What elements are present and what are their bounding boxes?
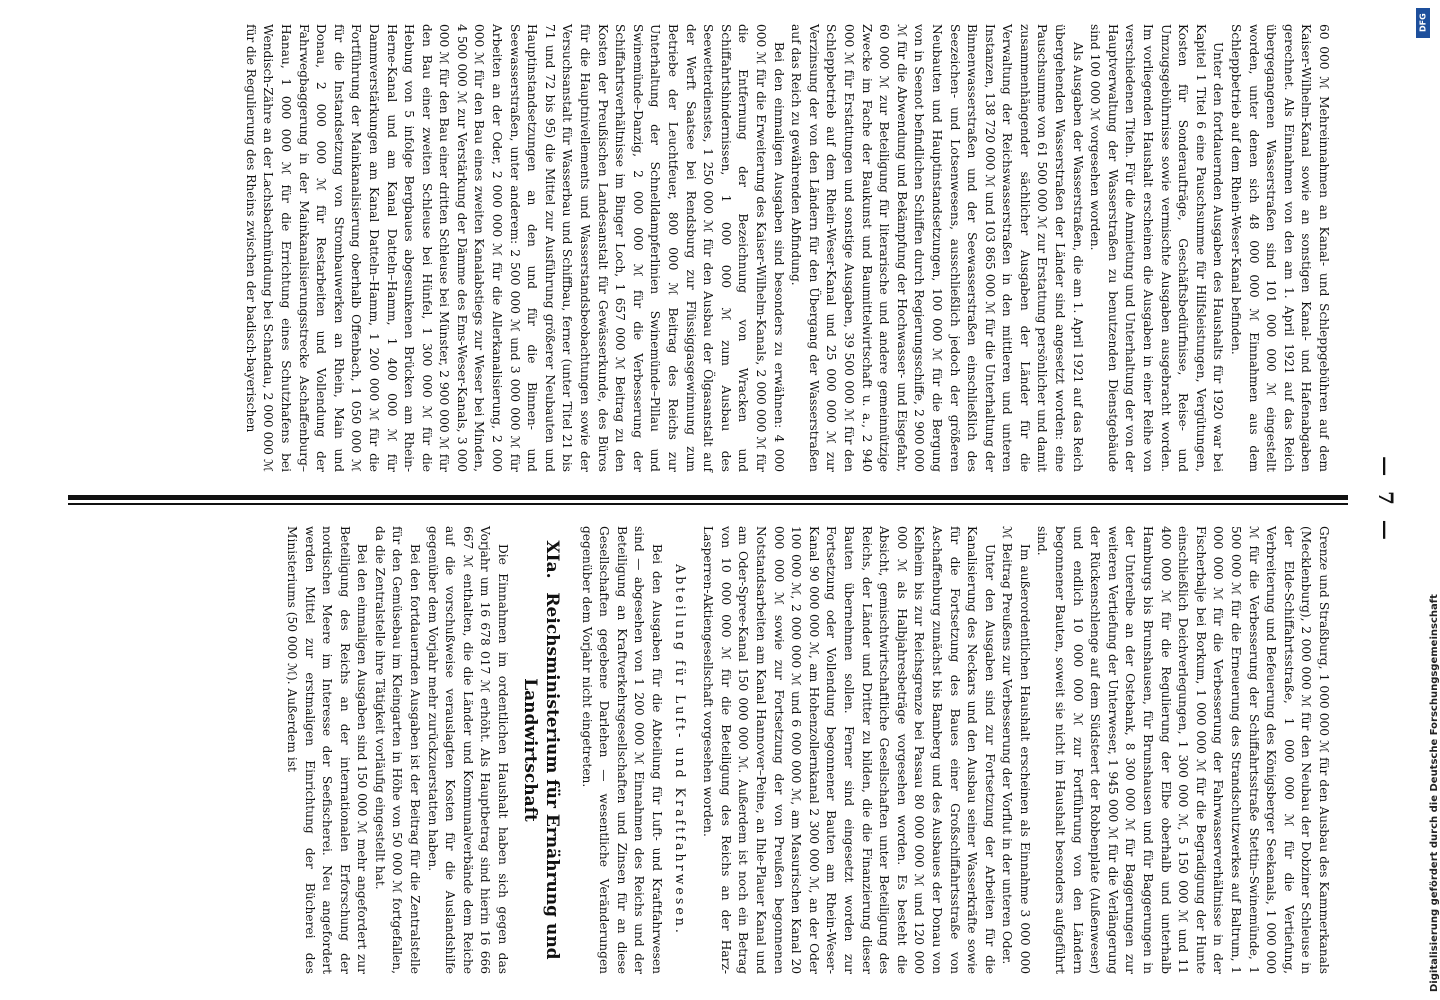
- page-number: — 7 —: [1374, 456, 1398, 544]
- right-paragraph-4: Bei den Ausgaben für die Abteilung für Luft- und Kraftfahrwesen sind — abgesehen von 1 200 000 ℳ Einnahmen des Reichs und der Beteiligung an Kraftverkehrsgesellschaften und Zinsen für an diese Gesellschaften gegebene Darlehen — wesentliche Veränderungen gegenüber dem Vorjahr nicht eingetreten.: [579, 526, 665, 974]
- subsection-heading: Abteilung für Luft- und Kraftfahrwesen.: [672, 564, 688, 936]
- dfg-logo: DFG: [1416, 8, 1430, 38]
- credit-text: Digitalisierung gefördert durch die Deutsche Forschungsgemeinschaft: [1429, 594, 1440, 992]
- section-heading: [519, 526, 563, 974]
- right-paragraph-5: Die Einnahmen im ordentlichen Haushalt haben sich gegen das Vorjahr um 16 678 017 ℳ erhöht. Als Hauptbetrag sind hierin 16 666 667 ℳ enthalten, die die Länder und Kommunalverbände dem Reiche auf die vorschußweise verauslagten Kosten für die Auslandshilfe gegenüber dem Vorjahr mehr zurückzuerstatten haben.: [425, 526, 511, 974]
- section-number: XIa.: [542, 540, 563, 579]
- right-text-column: [92, 526, 1332, 974]
- right-paragraph-3: Unter den Ausgaben sind zur Fortsetzung der Arbeiten für die Kanalisierung des Neckars und den Ausbau seiner Wasserkräfte sowie für die Fortsetzung des Baues einer Großschiffahrtsstraße von Aschaffenburg zunächst bis Bamberg und des Ausbaues der Donau von Kelheim bis zur Reichsgrenze bei Passau 80 000 000 ℳ und 120 000 000 ℳ als Halbjahresbeträge vorgesehen worden. Es besteht die Absicht, gemischtwirtschaftliche Gesellschaften unter Beteiligung des Reichs, der Länder und Dritter zu bilden, die die Finanzierung dieser Bauten übernehmen sollen. Ferner sind eingesetzt worden zur Fortsetzung oder Vollendung begonnener Bauten am Rhein-Weser-Kanal 90 000 000 ℳ, am Hohenzollernkanal 2 300 000 ℳ, an der Oder 100 000 ℳ, 2 000 000 ℳ und 6 000 000 ℳ, am Masurischen Kanal 20 000 000 ℳ sowie zur Fortsetzung der von Preußen begonnenen Notstandsarbeiten am Kanal Hannover–Peine, an Ihle-Plauer Kanal und am Oder-Spree-Kanal 150 000 000 ℳ. Außerdem ist noch ein Betrag von 10 000 000 ℳ für die Beteiligung des Reichs an der Harz-Lasperren-Aktiengesellschaft vorgesehen worden.: [701, 526, 997, 974]
- right-paragraph-7: Bei den einmaligen Ausgaben sind 150 000 ℳ mehr angefordert zur Beteiligung des Reichs an der internationalen Erforschung der nordischen Meere im Interesse der Seefischerei. Neu angefordert werden Mittel zur erstmaligen Einrichtung der Bücherei des Ministeriums (50 000 ℳ). Außerdem ist: [284, 526, 370, 974]
- column-divider: [68, 495, 1348, 500]
- right-paragraph-6: Bei den fortdauernden Ausgaben ist der Beitrag für die Zentralstelle für den Gemüsebau im Kleingarten in Höhe von 50 000 ℳ fortgefallen, da die Zentralstelle ihre Tätigkeit vorläufig eingestellt hat.: [372, 526, 423, 974]
- left-paragraph-4: Bei den einmaligen Ausgaben sind besonders zu erwähnen: 4 000 000 ℳ für die Erweiterung des Kaiser-Wilhelm-Kanals, 2 000 000 ℳ für die Entfernung der Bezeichnung von Wracken und Schiffahrtshindernissen, 1 000 000 ℳ zum Ausbau des Seewetterdienstes, 1 250 000 ℳ für den Ausbau der Ölgasanstalt auf der Werft Saatsee bei Rendsburg zur Flüssiggasgewinnung zum Betriebe der Leuchtfeuer, 800 000 ℳ Beitrag des Reichs zur Unterhaltung der Schnelldampferlinien Swinemünde–Pillau und Swinemünde–Danzig, 2 000 000 ℳ für die Verbesserung der Schiffahrtsverhältnisse im Binger Loch, 1 657 000 ℳ Beitrag zu den Kosten der Preußischen Landesanstalt für Gewässerkunde, des Büros für die Hauptnivellements und Wasserstandsbeobachtungen sowie der Versuchsanstalt für Wasserbau und Schiffbau, ferner (unter Titel 21 bis 71 und 72 bis 95) die Mittel zur Ausführung größerer Neubauten und Hauptinstandsetzungen an den und für die Binnen- und Seewasserstraßen, unter anderem: 2 500 000 ℳ und 3 000 000 ℳ für Arbeiten an der Oder, 2 000 000 ℳ für die Allerkanalisierung, 2 000 000 ℳ für den Bau eines zweiten Kanalabstiegs zur Weser bei Minden, 4 500 000 ℳ zur Verstärkung der Dämme des Ems-Weser-Kanals, 3 000 000 ℳ für den Bau einer dritten Schleuse bei Münster, 2 900 000 ℳ für den Bau einer zweiten Schleuse bei Hünfel, 1 300 000 ℳ für die Hebung von 5 infolge Bergbaues abgesunkenen Brücken am Rhein-Herne-Kanal und am Kanal Datteln–Hamm, 1 400 000 ℳ für Dammverstärkungen am Kanal Datteln–Hamm, 1 200 000 ℳ für die Fortführung der Mainkanalisierung oberhalb Offenbach, 1 050 000 ℳ für die Instandsetzung von Strombauwerken an Rhein, Main und Donau, 2 000 000 ℳ für Restarbeiten und Vollendung der Fahrwegbaggerung in der Mainkanalisierungsstrecke Aschaffenburg–Hanau, 1 000 000 ℳ für die Errichtung eines Schutzhafens bei Wendisch-Zähre an der Lachsbachmündung bei Schandau, 2 000 000 ℳ für die Regulierung des Rheins zwischen der badisch-bayerischen: [243, 24, 786, 472]
- left-paragraph-1: 60 000 ℳ Mehreinnahmen an Kanal- und Schleppgebühren auf dem Kaiser-Wilhelm-Kanal sowie an sonstigen Kanal- und Hafenabgaben gerechnet. Als Einnahmen von den am 1. April 1921 auf das Reich übergegangenen Wasserstraßen sind 101 000 000 ℳ eingestellt worden, unter denen sich 48 000 000 ℳ Einnahmen aus dem Schleppbetrieb auf dem Rhein-Weser-Kanal befinden.: [1229, 24, 1331, 472]
- right-paragraph-1: Grenze und Straßburg, 1 000 000 ℳ für den Ausbau des Kammerkanals (Mecklenburg), 2 000 000 ℳ für den Neubau der Dobziner Schleuse in der Elde-Schiffahrtsstraße, 1 000 000 ℳ für die Vertiefung, Verbreiterung und Befeuerung des Königsberger Seekanals, 1 000 000 ℳ für die Verbesserung der Schiffahrtsstraße Stettin–Swinemünde, 1 500 000 ℳ für die Erneuerung des Strandschutzwerkes auf Baltrum, 1 000 000 ℳ für die Verbesserung der Fahrwasserverhältnisse in der Fischerbalje bei Borkum, 1 000 000 ℳ für die Begradigung der Hunte einschließlich Deichverlegungen, 1 300 000 ℳ, 5 150 000 ℳ und 11 400 000 ℳ für die Regulierung der Elbe oberhalb und unterhalb Hamburgs bis Brunshausen, für Brunshausen und für Baggerungen in der Unterelbe an der Ostebank, 8 300 000 ℳ für Baggerungen zur weiteren Vertiefung der Unterweser, 1 945 000 ℳ für die Verlängerung der Rückenschlenge auf dem Südsteert der Robbenplate (Außenweser) und endlich 10 000 000 ℳ zur Fortführung von den Ländern begonnener Bauten, soweit sie nicht im Haushalt besonders aufgeführt sind.: [1035, 526, 1331, 974]
- right-paragraph-2: Im außerordentlichen Haushalt erscheinen als Einnahme 3 000 000 ℳ Beitrag Preußens zur Verbesserung der Vorflut in der unteren Oder.: [1000, 526, 1032, 974]
- left-paragraph-2: Unter den fortdauernden Ausgaben des Haushalts für 1920 war bei Kapitel 1 Titel 6 eine Pauschsumme für Hilfsleistungen, Vergütungen, Kosten für Sonderaufträge, Geschäftsbedürfnisse, Reise- und Umzugsgebührnisse sowie vermischte Ausgaben ausgebracht worden. Im vorliegenden Haushalt erscheinen die Ausgaben in einer Reihe von verschiedenen Titeln. Für die Anmietung und Unterhaltung der von der Hauptverwaltung der Wasserstraßen zu benutzenden Dienstgebäude sind 100 000 ℳ vorgesehen worden.: [1088, 24, 1226, 472]
- section-title: Reichsministerium für Ernährung und Landwirtschaft: [520, 592, 563, 960]
- left-text-column: [92, 24, 1332, 472]
- left-paragraph-3: Als Ausgaben der Wasserstraßen, die am 1. April 1921 auf das Reich übergehenden Wasserstraßen der Länder sind angesetzt worden: eine Pauschsumme von 61 500 000 ℳ zur Erstattung persönlicher und damit zusammenhängender sächlicher Ausgaben der Länder für die Verwaltung der Reichswasserstraßen in den mittleren und unteren Instanzen, 138 720 000 ℳ und 103 865 000 ℳ für die Unterhaltung der Binnenwasserstraßen und der Seewasserstraßen einschließlich des Seezeichen- und Lotsenwesens, ausschließlich jedoch der größeren Neubauten und Hauptinstandsetzungen, 100 000 ℳ für die Bergung von in Seenot befindlichen Schiffen durch Regierungsschiffe, 2 900 000 ℳ für die Abwendung und Bekämpfung der Hochwasser- und Eisgefahr, 60 000 ℳ zur Beteiligung für literarische und andere gemeinnützige Zwecke im Fache der Baukunst und Baumittelwirtschaft u. a., 2 940 000 ℳ für Erstattungen und sonstige Ausgaben, 39 500 000 ℳ für den Schleppbetrieb auf dem Rhein-Weser-Kanal und 25 000 000 ℳ zur Verzinsung der von den Ländern für den Übergang der Wasserstraßen auf das Reich zu gewährenden Abfindung.: [789, 24, 1085, 472]
- digitization-credit: [1414, 0, 1440, 1000]
